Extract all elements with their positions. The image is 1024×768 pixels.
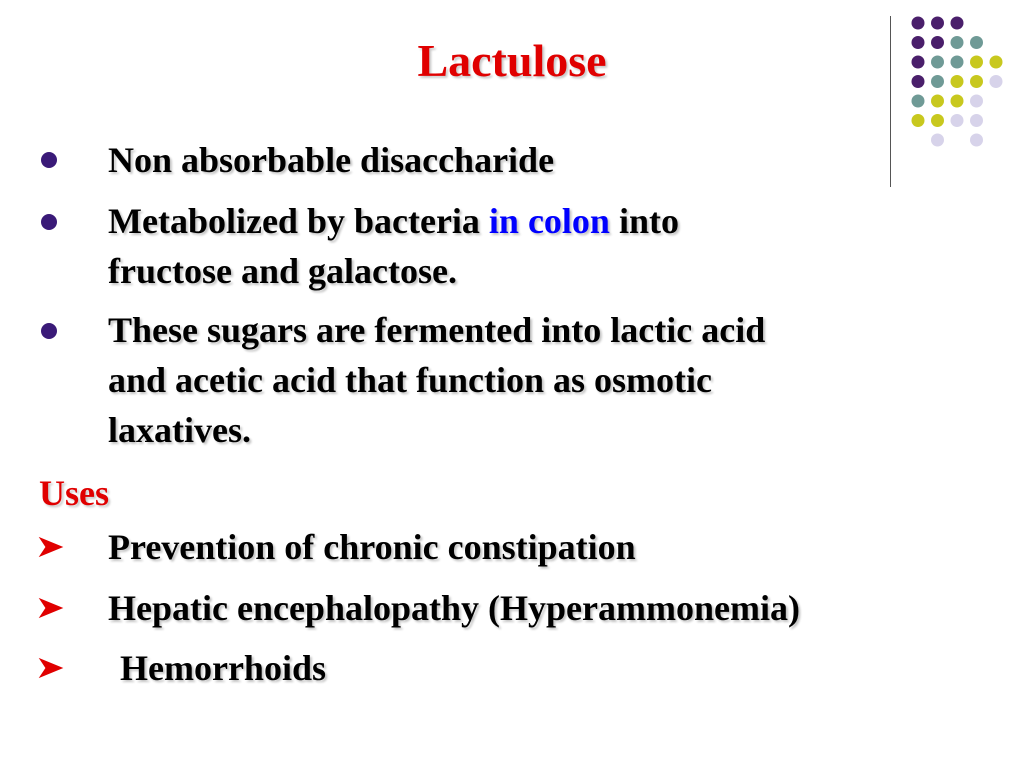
bullet-dot-icon [39, 150, 59, 170]
arrow-bullet-icon [38, 597, 64, 619]
slide-title: Lactulose [417, 35, 607, 86]
uses-item-3: Hemorrhoids [120, 648, 326, 688]
decorative-dot [912, 114, 925, 127]
uses-heading: Uses [39, 473, 109, 513]
decorative-dot [951, 95, 964, 108]
decorative-dot [931, 17, 944, 30]
decorative-dot [912, 17, 925, 30]
bullet-item-2: Metabolized by bacteria in colon into fructose and galactose. [108, 201, 679, 291]
decorative-dot [931, 95, 944, 108]
decorative-dot [931, 134, 944, 147]
decorative-dot [951, 114, 964, 127]
decorative-dot [970, 95, 983, 108]
decorative-dot [912, 95, 925, 108]
bullet-item-3: These sugars are fermented into lactic acid and acetic acid that function as osmotic laxatives. [108, 310, 766, 450]
arrow-bullet-icon [38, 657, 64, 679]
highlight-text: in colon [488, 201, 610, 241]
decorative-dot [931, 114, 944, 127]
uses-item-1: Prevention of chronic constipation [108, 527, 636, 567]
decorative-dot [970, 134, 983, 147]
bullet-item-1: Non absorbable disaccharide [108, 140, 555, 180]
bullet-dot-icon [39, 212, 59, 232]
decorative-dot [970, 114, 983, 127]
bullet-dot-icon [39, 321, 59, 341]
decorative-dot [951, 17, 964, 30]
uses-item-2: Hepatic encephalopathy (Hyperammonemia) [108, 588, 800, 628]
arrow-bullet-icon [38, 536, 64, 558]
